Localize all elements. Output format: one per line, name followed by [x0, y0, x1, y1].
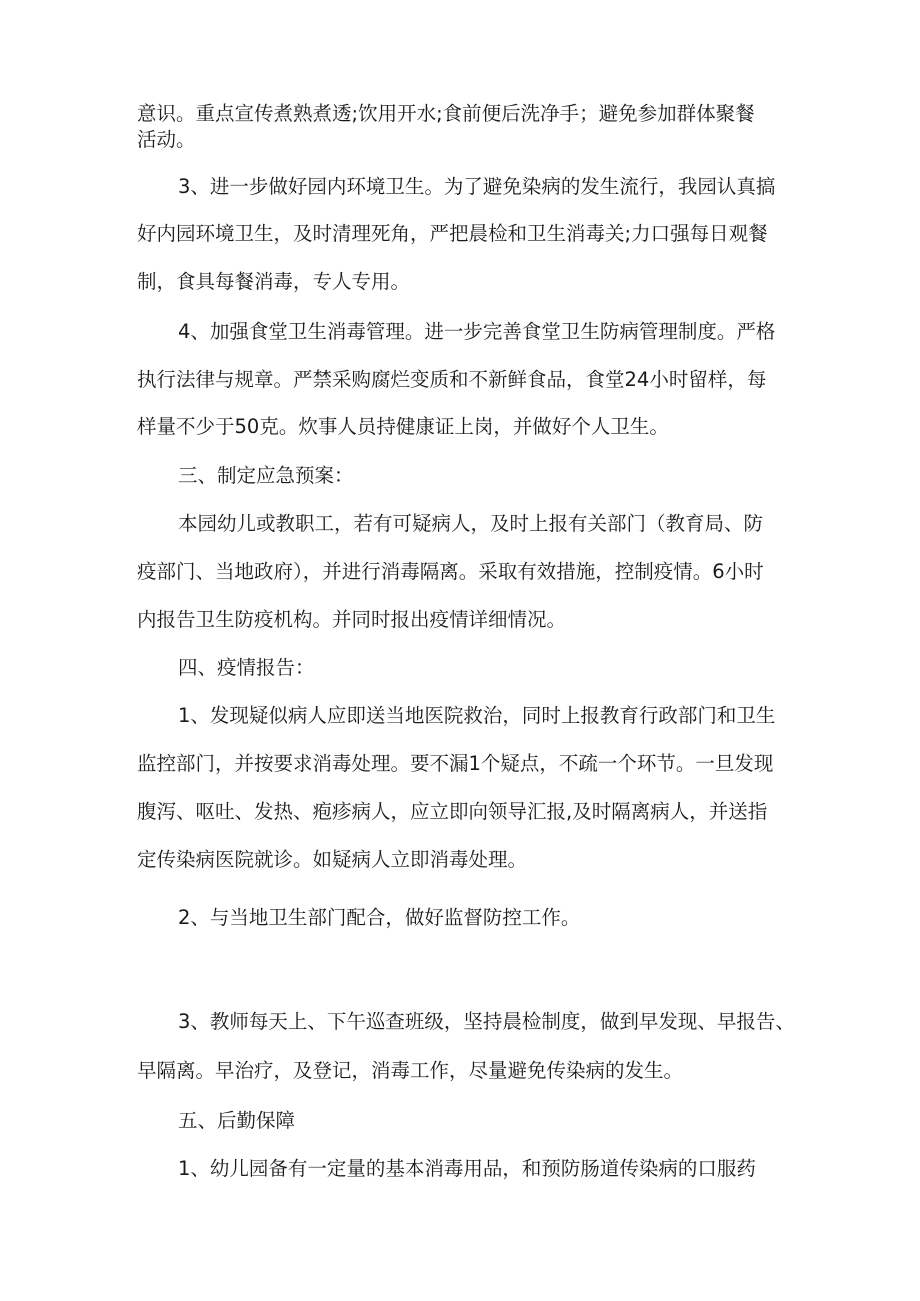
paragraph-line: 1、发现疑似病人应即送当地医院救治，同时上报教育行政部门和卫生 [178, 704, 776, 727]
paragraph-line: 好内园环境卫生，及时清理死角，严把晨检和卫生消毒关;力口强每日观餐 [137, 222, 768, 245]
paragraph-line: 2、与当地卫生部门配合，做好监督防控工作。 [178, 906, 581, 929]
section-heading: 五、后勤保障 [178, 1109, 296, 1132]
paragraph-line: 3、教师每天上、下午巡查班级，坚持晨检制度，做到早发现、早报告、 [178, 1010, 795, 1033]
paragraph-line: 制，食具每餐消毒，专人专用。 [137, 270, 411, 293]
paragraph-line: 执行法律与规章。严禁采购腐烂变质和不新鲜食品，食堂24小时留样，每 [137, 368, 767, 391]
paragraph-line: 监控部门，并按要求消毒处理。要不漏1个疑点，不疏一个环节。一旦发现 [137, 752, 774, 775]
paragraph-line: 腹泻、呕吐、发热、疱疹病人，应立即向领导汇报,及时隔离病人，并送指 [137, 800, 768, 823]
section-heading: 三、制定应急预案： [178, 464, 354, 487]
section-heading: 四、疫情报告： [178, 656, 315, 679]
paragraph-line: 定传染病医院就诊。如疑病人立即消毒处理。 [137, 848, 528, 871]
paragraph-line: 4、加强食堂卫生消毒管理。进一步完善食堂卫生防病管理制度。严格 [178, 320, 776, 343]
paragraph-line: 意识。重点宣传煮熟煮透;饮用开水;食前便后洗净手；避免参加群体聚餐 [137, 102, 755, 125]
paragraph-line: 样量不少于50克。炊事人员持健康证上岗，并做好个人卫生。 [137, 415, 669, 438]
paragraph-line: 疫部门、当地政府），并进行消毒隔离。采取有效措施，控制疫情。6小时 [137, 560, 764, 583]
paragraph-line: 早隔离。早治疗，及登记，消毒工作，尽量避免传染病的发生。 [137, 1059, 684, 1082]
paragraph-line: 本园幼儿或教职工，若有可疑病人，及时上报有关部门（教育局、防 [178, 512, 764, 535]
paragraph-line: 1、幼儿园备有一定量的基本消毒用品，和预防肠道传染病的口服药 [178, 1157, 756, 1180]
paragraph-line: 活动。 [137, 128, 196, 151]
paragraph-line: 3、进一步做好园内环境卫生。为了避免染病的发生流行，我园认真搞 [178, 175, 776, 198]
paragraph-line: 内报告卫生防疫机构。并同时报出疫情详细情况。 [137, 608, 567, 631]
